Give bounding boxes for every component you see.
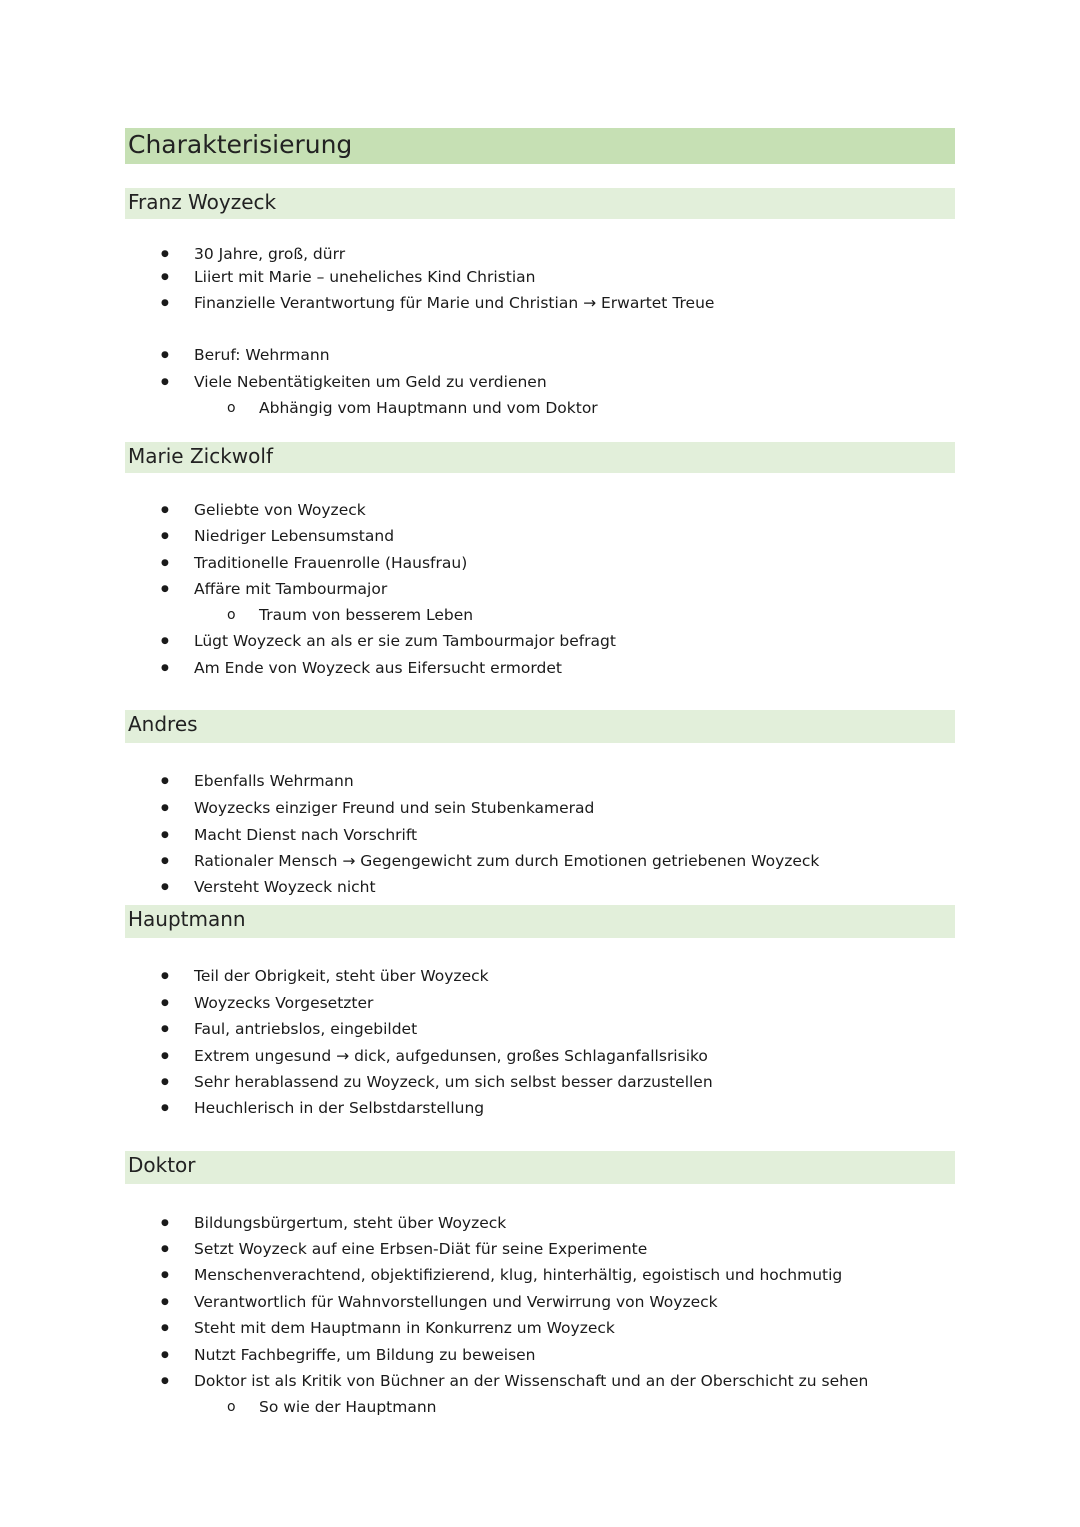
list-item: ● 30 Jahre, groß, dürr: [194, 244, 345, 264]
section-heading-bar-hauptmann: [125, 905, 955, 938]
list-item: ● Menschenverachtend, objektifizierend, klug, hinterhältig, egoistisch und hochmutig: [194, 1265, 842, 1285]
list-item: ● Niedriger Lebensumstand: [194, 526, 394, 546]
list-item: ● Extrem ungesund → dick, aufgedunsen, großes Schlaganfallsrisiko: [194, 1046, 708, 1066]
section-heading-bar-franz-woyzeck: [125, 188, 955, 219]
list-item: ● Lügt Woyzeck an als er sie zum Tambourmajor befragt: [194, 631, 616, 651]
document-title: Charakterisierung: [128, 130, 353, 159]
list-item: ● Bildungsbürgertum, steht über Woyzeck: [194, 1213, 506, 1233]
sub-list-item: o Traum von besserem Leben: [259, 605, 473, 625]
list-item: ● Steht mit dem Hauptmann in Konkurrenz um Woyzeck: [194, 1318, 615, 1338]
sub-list-item: o Abhängig vom Hauptmann und vom Doktor: [259, 398, 598, 418]
section-heading-bar-marie-zickwolf: [125, 442, 955, 473]
section-heading: Marie Zickwolf: [128, 444, 273, 468]
list-item: ● Macht Dienst nach Vorschrift: [194, 825, 417, 845]
list-item: ● Setzt Woyzeck auf eine Erbsen-Diät für seine Experimente: [194, 1239, 647, 1259]
list-item: ● Viele Nebentätigkeiten um Geld zu verdienen: [194, 372, 547, 392]
list-item: ● Traditionelle Frauenrolle (Hausfrau): [194, 553, 467, 573]
list-item: ● Beruf: Wehrmann: [194, 345, 330, 365]
list-item: ● Doktor ist als Kritik von Büchner an der Wissenschaft und an der Oberschicht zu sehen: [194, 1371, 868, 1391]
list-item: ● Sehr herablassend zu Woyzeck, um sich selbst besser darzustellen: [194, 1072, 713, 1092]
list-item: ● Affäre mit Tambourmajor: [194, 579, 387, 599]
list-item: ● Faul, antriebslos, eingebildet: [194, 1019, 417, 1039]
section-heading: Franz Woyzeck: [128, 190, 277, 214]
section-heading: Hauptmann: [128, 907, 246, 931]
section-heading-bar-andres: [125, 710, 955, 743]
list-item: ● Nutzt Fachbegriffe, um Bildung zu beweisen: [194, 1345, 536, 1365]
list-item: ● Versteht Woyzeck nicht: [194, 877, 376, 897]
list-item: ● Verantwortlich für Wahnvorstellungen und Verwirrung von Woyzeck: [194, 1292, 718, 1312]
section-heading: Andres: [128, 712, 198, 736]
section-heading: Doktor: [128, 1153, 196, 1177]
list-item: ● Woyzecks einziger Freund und sein Stubenkamerad: [194, 798, 594, 818]
section-heading-bar-doktor: [125, 1151, 955, 1184]
list-item: ● Rationaler Mensch → Gegengewicht zum durch Emotionen getriebenen Woyzeck: [194, 851, 819, 871]
list-item: ● Ebenfalls Wehrmann: [194, 771, 354, 791]
document-title-bar: [125, 128, 955, 164]
list-item: ● Geliebte von Woyzeck: [194, 500, 366, 520]
list-item: ● Heuchlerisch in der Selbstdarstellung: [194, 1098, 484, 1118]
list-item: ● Finanzielle Verantwortung für Marie und Christian → Erwartet Treue: [194, 293, 714, 313]
list-item: ● Woyzecks Vorgesetzter: [194, 993, 373, 1013]
list-item: ● Teil der Obrigkeit, steht über Woyzeck: [194, 966, 489, 986]
sub-list-item: o So wie der Hauptmann: [259, 1397, 437, 1417]
list-item: ● Liiert mit Marie – uneheliches Kind Christian: [194, 267, 535, 287]
list-item: ● Am Ende von Woyzeck aus Eifersucht ermordet: [194, 658, 562, 678]
